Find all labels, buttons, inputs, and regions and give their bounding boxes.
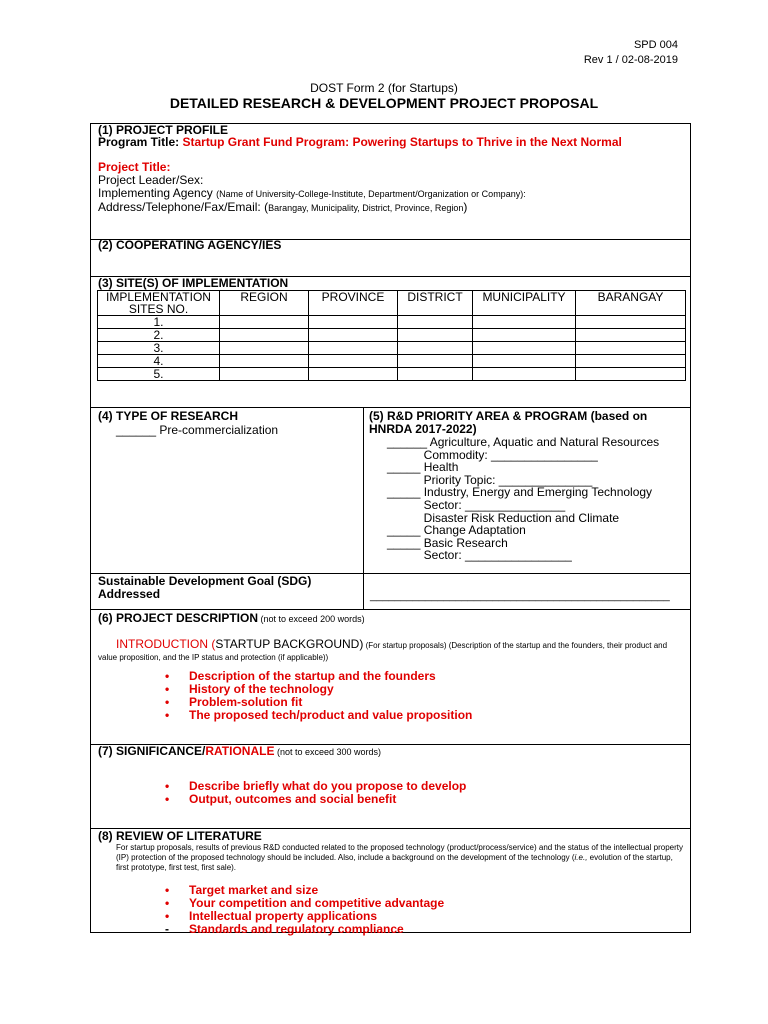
list-item: - Standards and regulatory compliance: [165, 923, 444, 936]
literature-bullets: [165, 884, 444, 936]
site-number: 2.: [98, 329, 220, 342]
table-cell[interactable]: [220, 342, 309, 355]
list-item: • Problem-solution fit: [165, 696, 472, 709]
significance-note: (not to exceed 300 words): [274, 747, 382, 757]
sdg-field[interactable]: _________________________________________________: [370, 590, 670, 602]
section-type-of-research: (4) TYPE OF RESEARCH: [98, 409, 239, 423]
table-cell[interactable]: [398, 316, 473, 329]
literature-text-end: evolution of the startup, first prototype, first test, first sale).: [116, 853, 673, 872]
site-number: 4.: [98, 355, 220, 368]
priority-detail: Priority Topic: ______________: [387, 472, 593, 487]
literature-ie: i.e.,: [574, 853, 588, 862]
col-header: BARANGAY: [576, 291, 686, 316]
section-review-of-literature: (8) REVIEW OF LITERATURE: [98, 829, 262, 843]
table-row: [98, 342, 686, 355]
significance-bullets: [165, 780, 466, 806]
introduction-note: (For startup proposals) (Description of the startup and the founders, their product and value proposition, and the IP status and protection (if applicable)): [98, 641, 668, 662]
table-cell[interactable]: [398, 368, 473, 381]
col-header: PROVINCE: [309, 291, 398, 316]
table-cell[interactable]: [576, 316, 686, 329]
table-cell[interactable]: [473, 316, 576, 329]
list-item: • Describe briefly what do you propose to develop: [165, 780, 466, 793]
priority-detail: Commodity: ________________: [387, 447, 598, 462]
sites-table: [97, 290, 686, 381]
project-description-note: (not to exceed 200 words): [258, 614, 365, 624]
divider: [90, 609, 691, 610]
introduction-block: [98, 639, 686, 663]
site-number: 3.: [98, 342, 220, 355]
table-cell[interactable]: [398, 342, 473, 355]
list-item: • Description of the startup and the founders: [165, 670, 472, 683]
table-cell[interactable]: [398, 355, 473, 368]
section-project-profile: (1) PROJECT PROFILE: [98, 123, 229, 137]
page-title: DETAILED RESEARCH & DEVELOPMENT PROJECT PROPOSAL: [169, 95, 599, 111]
table-cell[interactable]: [309, 368, 398, 381]
col-header: MUNICIPALITY: [473, 291, 576, 316]
project-title-label: Project Title:: [98, 160, 171, 174]
table-cell[interactable]: [576, 329, 686, 342]
project-description-heading: (6) PROJECT DESCRIPTION: [98, 611, 259, 625]
priority-option[interactable]: _____ Industry, Energy and Emerging Technology: [387, 485, 653, 500]
table-cell[interactable]: [309, 329, 398, 342]
document-code: SPD 004: [633, 39, 678, 51]
table-row: [98, 368, 686, 381]
list-item: • Output, outcomes and social benefit: [165, 793, 466, 806]
form-name: DOST Form 2 (for Startups): [310, 81, 458, 95]
introduction-label-black: STARTUP BACKGROUND): [215, 637, 364, 651]
table-cell[interactable]: [309, 355, 398, 368]
table-cell[interactable]: [398, 329, 473, 342]
list-item: • Intellectual property applications: [165, 910, 444, 923]
address-note: Barangay, Municipality, District, Province, Region: [268, 203, 464, 213]
introduction-label: INTRODUCTION (: [116, 637, 216, 651]
implementing-agency-label: Implementing Agency: [98, 186, 217, 200]
sdg-label: Sustainable Development Goal (SDG) Addressed: [98, 574, 312, 601]
table-row: [98, 329, 686, 342]
list-item: • History of the technology: [165, 683, 472, 696]
column-divider: [363, 407, 364, 609]
col-header: DISTRICT: [398, 291, 473, 316]
priority-options: [387, 436, 659, 562]
implementing-agency: [98, 187, 526, 201]
literature-text: For startup proposals, results of previous R&D conducted related to the proposed technology (product/process/service) and the status of the intellectual property (IP) protection of the proposed technology should be included. Also, include a background on the development of the technology (: [116, 843, 683, 862]
literature-paragraph: [116, 843, 686, 873]
table-cell[interactable]: [220, 355, 309, 368]
priority-detail: Sector: _______________: [387, 497, 566, 512]
list-item: • Target market and size: [165, 884, 444, 897]
table-cell[interactable]: [220, 329, 309, 342]
section-sites: (3) SITE(S) OF IMPLEMENTATION: [98, 276, 289, 290]
priority-option[interactable]: _____ Health: [387, 460, 459, 475]
priority-option[interactable]: _____ Basic Research: [387, 535, 508, 550]
table-cell[interactable]: [473, 368, 576, 381]
table-cell[interactable]: [473, 329, 576, 342]
table-cell[interactable]: [576, 355, 686, 368]
program-title: [98, 136, 622, 149]
col-header: IMPLEMENTATION SITES NO.: [98, 291, 220, 316]
section-cooperating-agency: (2) COOPERATING AGENCY/IES: [98, 238, 282, 252]
table-cell[interactable]: [309, 316, 398, 329]
priority-option[interactable]: _____ Change Adaptation: [387, 523, 526, 538]
address-line: [98, 201, 467, 215]
table-cell[interactable]: [220, 316, 309, 329]
table-cell[interactable]: [220, 368, 309, 381]
section-significance: [98, 745, 381, 759]
table-cell[interactable]: [576, 342, 686, 355]
program-title-value: Startup Grant Fund Program: Powering Startups to Thrive in the Next Normal: [182, 135, 622, 149]
significance-heading: (7) SIGNIFICANCE/: [98, 744, 206, 758]
table-cell[interactable]: [576, 368, 686, 381]
table-cell[interactable]: [473, 355, 576, 368]
project-leader-label: Project Leader/Sex:: [98, 173, 204, 187]
sites-header-row: [98, 291, 686, 316]
section-project-description: [98, 612, 365, 626]
address-label: Address/Telephone/Fax/Email: (: [98, 200, 269, 214]
section-priority-area: (5) R&D PRIORITY AREA & PROGRAM (based on HNRDA 2017-2022): [369, 409, 648, 436]
table-cell[interactable]: [473, 342, 576, 355]
pre-commercialization-option[interactable]: ______ Pre-commercialization: [116, 423, 279, 437]
site-number: 5.: [98, 368, 220, 381]
priority-detail: Disaster Risk Reduction and Climate: [387, 510, 620, 525]
list-item: • Your competition and competitive advantage: [165, 897, 444, 910]
priority-detail: Sector: ________________: [387, 548, 572, 563]
table-row: [98, 316, 686, 329]
implementing-agency-note: (Name of University-College-Institute, Department/Organization or Company):: [216, 189, 526, 199]
document-revision: Rev 1 / 02-08-2019: [583, 54, 678, 66]
address-close: ): [463, 200, 468, 214]
table-cell[interactable]: [309, 342, 398, 355]
table-row: [98, 355, 686, 368]
priority-option[interactable]: ______ Agriculture, Aquatic and Natural Resources: [387, 435, 660, 449]
col-header: REGION: [220, 291, 309, 316]
divider: [90, 407, 691, 408]
program-title-label: Program Title:: [98, 135, 183, 149]
description-bullets: [165, 670, 472, 722]
site-number: 1.: [98, 316, 220, 329]
rationale-heading: RATIONALE: [205, 744, 275, 758]
list-item: • The proposed tech/product and value proposition: [165, 709, 472, 722]
